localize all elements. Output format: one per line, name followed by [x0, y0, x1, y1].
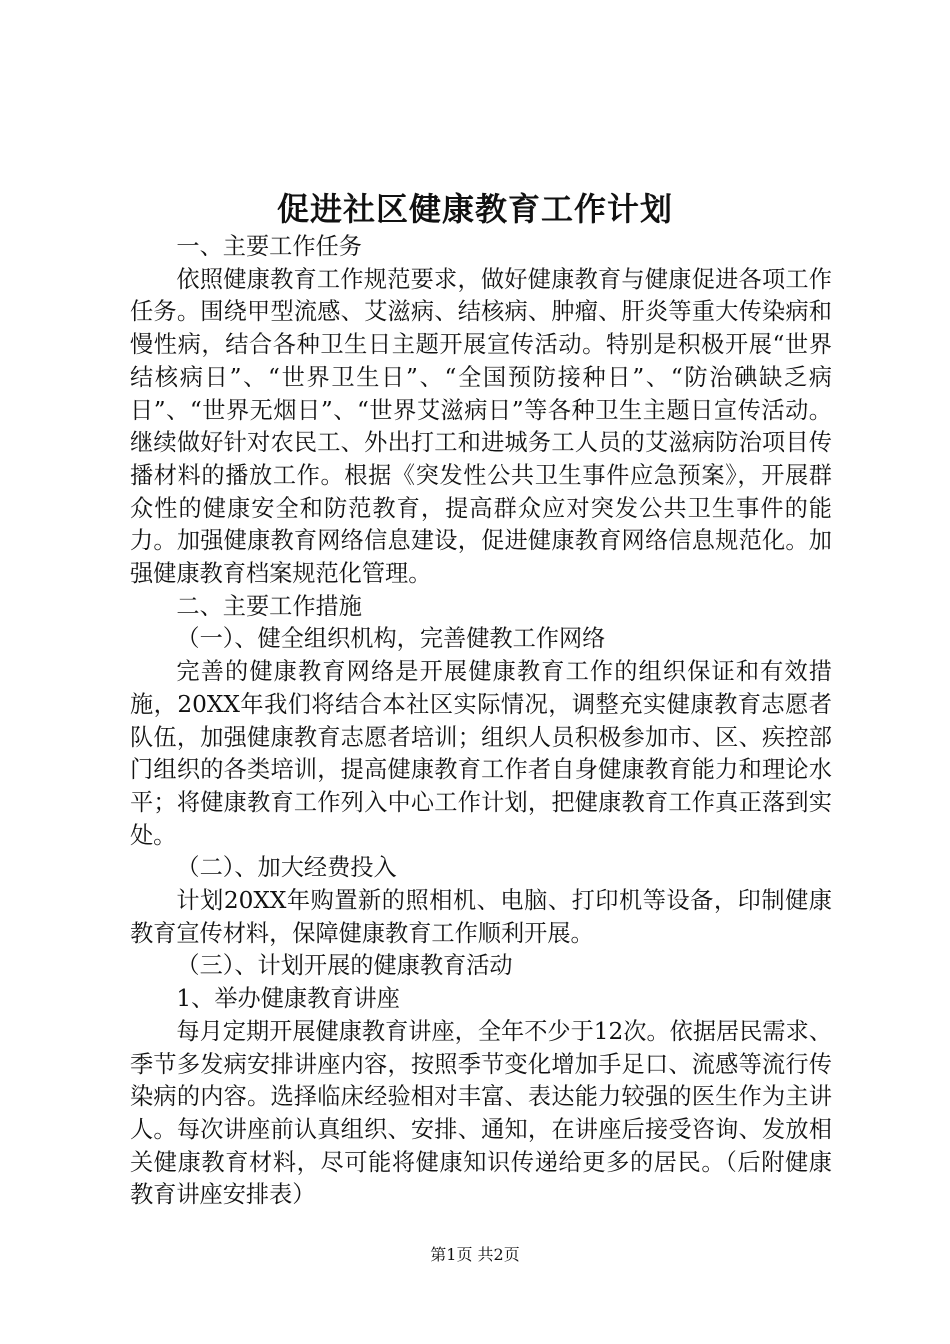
paragraph-organization: 完善的健康教育网络是开展健康教育工作的组织保证和有效措施，20XX年我们将结合本社区实际情况，调整充实健康教育志愿者队伍，加强健康教育志愿者培训；组织人员积极参加市、区、疾控部门组织的各类培训，提高健康教育工作者自身健康教育能力和理论水平；将健康教育工作列入中心工作计划，把健康教育工作真正落到实处。	[130, 658, 832, 849]
subheading-funding: （二）、加大经费投入	[176, 854, 397, 882]
document-title: 促进社区健康教育工作计划	[276, 190, 673, 228]
section-heading-measures: 二、主要工作措施	[176, 592, 362, 620]
section-heading-main-tasks: 一、主要工作任务	[176, 233, 362, 260]
subheading-organization: （一）、健全组织机构，完善健教工作网络	[176, 625, 606, 653]
document-body	[130, 231, 832, 1212]
paragraph-funding: 计划20XX年购置新的照相机、电脑、打印机等设备，印制健康教育宣传材料，保障健康教育工作顺利开展。	[130, 887, 832, 947]
subheading-activities: （三）、计划开展的健康教育活动	[176, 952, 513, 980]
paragraph-main-tasks: 依照健康教育工作规范要求，做好健康教育与健康促进各项工作任务。围绕甲型流感、艾滋病、结核病、肿瘤、肝炎等重大传染病和慢性病，结合各种卫生日主题开展宣传活动。特别是积极开展“世界结核病日”、“世界卫生日”、“全国预防接种日”、“防治碘缺乏病日”、“世界无烟日”、“世界艾滋病日”等各种卫生主题日宣传活动。继续做好针对农民工、外出打工和进城务工人员的艾滋病防治项目传播材料的播放工作。根据《突发性公共卫生事件应急预案》，开展群众性的健康安全和防范教育，提高群众应对突发公共卫生事件的能力。加强健康教育网络信息建设，促进健康教育网络信息规范化。加强健康教育档案规范化管理。	[130, 265, 832, 588]
item-heading-lectures: 1、举办健康教育讲座	[176, 985, 400, 1013]
page-number-footer: 第1页 共2页	[430, 1245, 520, 1264]
paragraph-lectures: 每月定期开展健康教育讲座，全年不少于12次。依据居民需求、季节多发病安排讲座内容，按照季节变化增加手足口、流感等流行传染病的内容。选择临床经验相对丰富、表达能力较强的医生作为主讲人。每次讲座前认真组织、安排、通知，在讲座后接受咨询、发放相关健康教育材料，尽可能将健康知识传递给更多的居民。（后附健康教育讲座安排表）	[130, 1017, 832, 1209]
